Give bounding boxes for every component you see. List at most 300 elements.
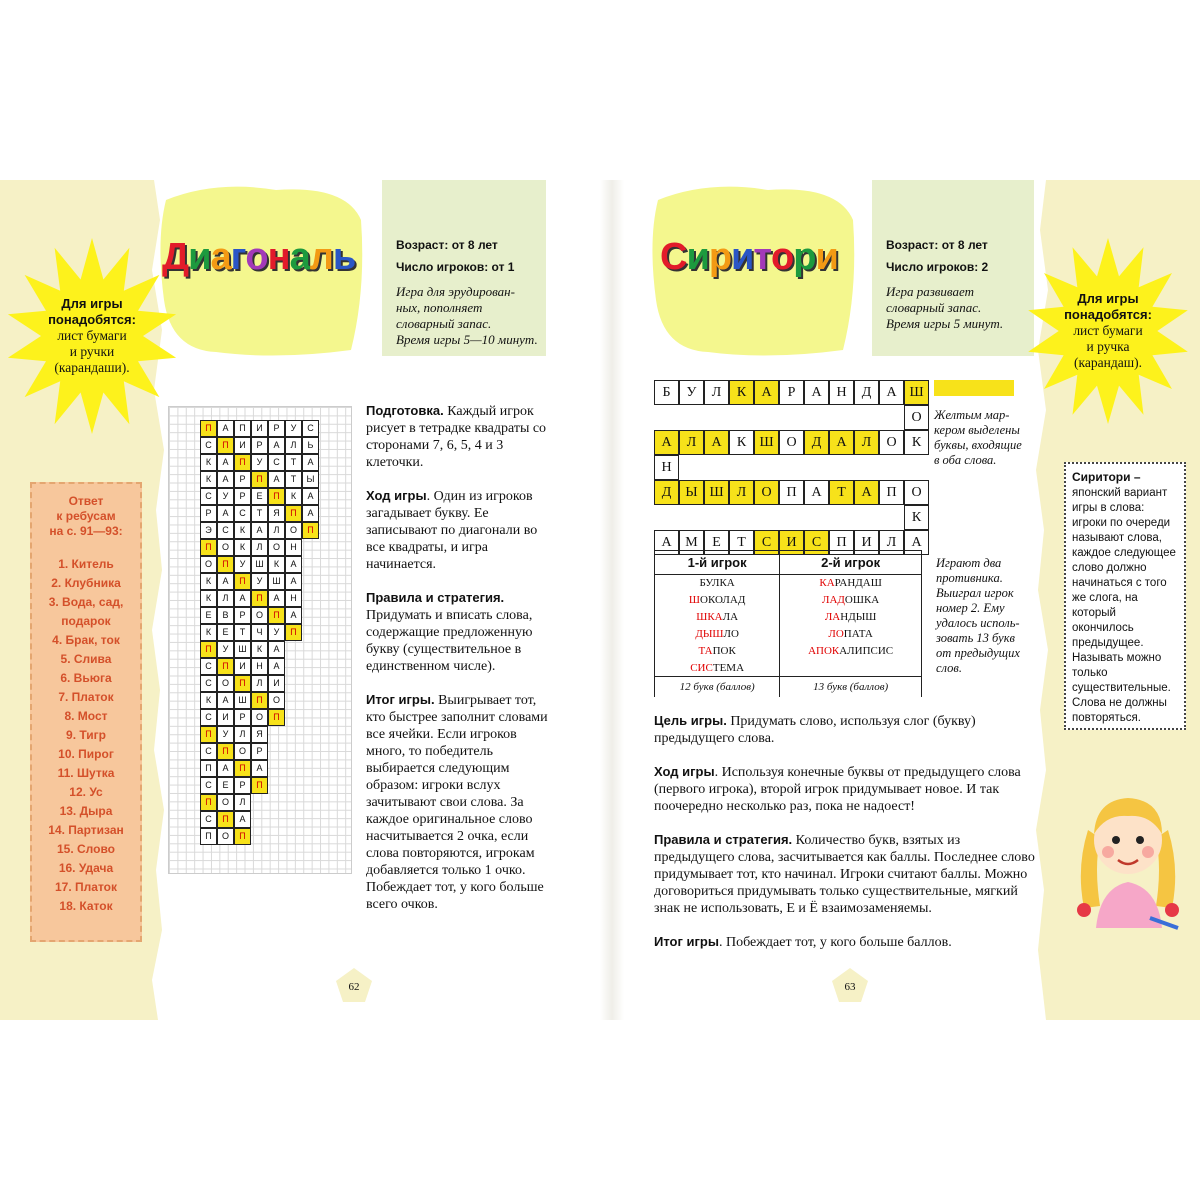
grid-cell: А (251, 522, 268, 539)
crossword-cell: А (879, 380, 904, 405)
grid-cell: К (200, 471, 217, 488)
grid-cell: К (251, 641, 268, 658)
page-number-left: 62 (334, 966, 374, 1004)
grid-cell: П (200, 420, 217, 437)
rules-heading: Подготовка. (366, 403, 444, 418)
crossword-cell: Б (654, 380, 679, 405)
grid-cell: А (217, 760, 234, 777)
grid-cell: Р (251, 743, 268, 760)
grid-cell: П (200, 794, 217, 811)
needs-text (1022, 236, 1194, 426)
crossword-cell: П (829, 530, 854, 555)
grid-cell: П (234, 760, 251, 777)
grid-cell: У (217, 641, 234, 658)
title-letter: о (245, 236, 268, 278)
game-description (396, 284, 556, 348)
grid-cell: У (285, 420, 302, 437)
rules-heading: Ход игры (654, 764, 715, 779)
age-label: Возраст: от 8 лет (396, 238, 498, 252)
crossword-cell: Л (704, 380, 729, 405)
grid-cell: К (200, 590, 217, 607)
table-cell (780, 643, 922, 660)
grid-cell: П (268, 607, 285, 624)
table-cell-rest: ТЕМА (712, 661, 745, 674)
girl-illustration (1066, 778, 1190, 938)
grid-cell: П (217, 437, 234, 454)
grid-cell: П (302, 522, 319, 539)
sidebar-heading: Сиритори – (1072, 470, 1141, 484)
grid-cell: О (217, 539, 234, 556)
rules-heading: Итог игры (654, 934, 719, 949)
grid-cell: С (200, 777, 217, 794)
rules-paragraph (366, 487, 548, 573)
needs-heading: понадобятся: (1064, 307, 1152, 322)
note-line: Играют два (936, 556, 1002, 570)
note-line: от предыдущих (936, 646, 1020, 660)
grid-cell: И (268, 675, 285, 692)
crossword-cell: А (854, 480, 879, 505)
title-letter: С (660, 236, 687, 278)
grid-cell: А (302, 488, 319, 505)
grid-cell: Р (234, 607, 251, 624)
table-cell-rest: ЛО (723, 628, 739, 640)
crossword-cell: Л (879, 530, 904, 555)
grid-cell: Т (251, 505, 268, 522)
answer-item: 5. Слива (60, 652, 112, 666)
grid-cell: С (200, 811, 217, 828)
crossword-cell: Е (704, 530, 729, 555)
rules-text: Придумать слово, используя слог (букву) предыдущего слова. (654, 714, 976, 746)
crossword-cell: Ш (704, 480, 729, 505)
grid-cell: Р (268, 420, 285, 437)
grid-cell: Ш (251, 556, 268, 573)
crossword-cell: А (754, 380, 779, 405)
players-table (654, 550, 922, 697)
grid-cell: А (285, 573, 302, 590)
rules-text: . Побеждает тот, у кого больше баллов. (718, 935, 952, 950)
crossword-cell: А (654, 530, 679, 555)
grid-cell: П (217, 556, 234, 573)
grid-cell: А (268, 641, 285, 658)
rules-text: . Используя конечные буквы от предыдущего слова (первого игрока), второй игрок придумывает новое. И так поочередно несколько раз, пока не надоест! (654, 765, 1021, 814)
grid-cell: П (200, 726, 217, 743)
answer-item: 6. Вьюга (60, 671, 112, 685)
grid-cell: П (200, 828, 217, 845)
table-cell-highlight: СИС (690, 661, 713, 674)
table-cell (780, 575, 922, 592)
grid-cell: Ш (234, 692, 251, 709)
table-row (655, 575, 922, 592)
grid-cell: Л (251, 539, 268, 556)
crossword-cell: А (829, 430, 854, 455)
grid-cell: П (234, 675, 251, 692)
title-letter: т (753, 236, 772, 278)
gutter (600, 180, 624, 1020)
needs-line: лист бумаги (57, 328, 127, 343)
crossword-cell: Ы (679, 480, 704, 505)
needs-line: (карандаши). (54, 360, 130, 375)
description-line: Игра развивает (886, 284, 974, 299)
table-cell (655, 626, 780, 643)
grid-cell: Р (234, 471, 251, 488)
grid-cell: О (251, 607, 268, 624)
needs-text (6, 236, 178, 436)
grid-cell: Р (234, 488, 251, 505)
answers-heading-line: Ответ (68, 494, 104, 508)
table-cell-highlight: ТА (698, 645, 713, 657)
grid-cell: Н (285, 590, 302, 607)
grid-cell: А (285, 607, 302, 624)
grid-cell: Р (234, 709, 251, 726)
table-cell (655, 660, 780, 677)
grid-cell: С (200, 743, 217, 760)
title-letter: а (210, 236, 231, 278)
table-cell-highlight: ЛО (828, 628, 844, 640)
grid-cell: П (251, 590, 268, 607)
grid-cell: С (200, 488, 217, 505)
grid-cell: Л (234, 726, 251, 743)
description-line: словарный запас. (396, 316, 492, 331)
grid-cell: Р (200, 505, 217, 522)
players-label: Число игроков: 2 (886, 260, 989, 274)
needs-line: и ручка (1086, 339, 1130, 354)
note-line: зовать 13 букв (936, 631, 1015, 645)
note-line: слов. (936, 661, 962, 675)
crossword-cell: К (729, 430, 754, 455)
answer-item: 1. Китель (58, 557, 114, 571)
grid-cell: А (285, 556, 302, 573)
grid-cell: В (217, 607, 234, 624)
note-line: буквы, входящие (934, 438, 1022, 452)
crossword-cell: Д (804, 430, 829, 455)
table-header-row (655, 551, 922, 575)
table-cell (780, 592, 922, 609)
note-line: в оба слова. (934, 453, 997, 467)
grid-cell: С (200, 675, 217, 692)
note-line: удалось исполь- (936, 616, 1020, 630)
crossword-cell: Л (729, 480, 754, 505)
title-letter: р (708, 236, 732, 278)
grid-cell: Т (285, 454, 302, 471)
grid-cell: К (200, 692, 217, 709)
grid-cell: Ы (302, 471, 319, 488)
rules-heading: Цель игры. (654, 713, 727, 728)
table-cell (780, 660, 922, 677)
crossword-cell: О (754, 480, 779, 505)
table-cell-highlight: КА (819, 577, 835, 590)
answer-item: 2. Клубника (51, 576, 121, 590)
grid-cell: А (268, 471, 285, 488)
table-cell-rest: ОКОЛАД (700, 594, 746, 606)
title-letter: а (289, 236, 310, 278)
table-header: 2-й игрок (780, 551, 922, 575)
title-letter: и (815, 236, 838, 278)
grid-cell: А (302, 505, 319, 522)
grid-cell: Я (251, 726, 268, 743)
table-total: 13 букв (баллов) (780, 677, 922, 697)
crossword-cell: П (779, 480, 804, 505)
table-row (655, 643, 922, 660)
table-cell-rest: НДЫШ (840, 611, 877, 623)
grid-cell: П (217, 743, 234, 760)
answer-item: 17. Платок (55, 880, 117, 894)
crossword-cell: И (854, 530, 879, 555)
table-cell-highlight: ДЫШ (695, 628, 724, 640)
grid-cell: У (234, 556, 251, 573)
answer-item: 9. Тигр (66, 728, 106, 742)
grid-cell: Т (234, 624, 251, 641)
description-line: Время игры 5 минут. (886, 316, 1004, 331)
grid-cell: Е (251, 488, 268, 505)
answer-item: 10. Пирог (58, 747, 114, 761)
grid-cell: У (251, 454, 268, 471)
crossword-cell: П (879, 480, 904, 505)
title-letter: и (731, 236, 754, 278)
crossword-cell: О (904, 405, 929, 430)
crossword-cell: К (904, 430, 929, 455)
grid-cell: Я (268, 505, 285, 522)
needs-heading: Для игры (61, 296, 123, 311)
grid-cell: К (200, 624, 217, 641)
answer-item: подарок (61, 614, 111, 628)
rules-paragraph (366, 589, 548, 675)
table-cell (780, 609, 922, 626)
description-line: словарный запас. (886, 300, 982, 315)
grid-cell: Ч (251, 624, 268, 641)
grid-cell: П (268, 709, 285, 726)
note-line: номер 2. Ему (936, 601, 1005, 615)
crossword-cell: Р (779, 380, 804, 405)
age-label: Возраст: от 8 лет (886, 238, 988, 252)
grid-cell: О (217, 828, 234, 845)
table-row (655, 626, 922, 643)
grid-cell: С (217, 522, 234, 539)
table-cell-highlight: ЛАД (821, 594, 845, 606)
grid-cell: С (302, 420, 319, 437)
grid-cell: О (217, 675, 234, 692)
crossword-cell: Т (729, 530, 754, 555)
table-row (655, 609, 922, 626)
page-title-left (162, 236, 355, 279)
grid-cell: Е (200, 607, 217, 624)
answer-item: 11. Шутка (57, 766, 115, 780)
rules-paragraph (366, 691, 548, 913)
grid-cell: К (200, 454, 217, 471)
answer-item: 16. Удача (58, 861, 114, 875)
table-cell (780, 626, 922, 643)
rules-paragraph (654, 763, 1038, 815)
description-line: Игра для эрудирован- (396, 284, 515, 299)
grid-cell: Е (217, 777, 234, 794)
grid-cell: А (234, 590, 251, 607)
rules-heading: Итог игры. (366, 692, 435, 707)
grid-cell: П (234, 573, 251, 590)
needs-line: лист бумаги (1073, 323, 1143, 338)
needs-starburst-right (1022, 236, 1194, 426)
title-letter: ь (332, 236, 356, 278)
title-letter: р (793, 236, 816, 278)
rules-heading: Правила и стратегия. (366, 590, 505, 605)
grid-cell: О (251, 709, 268, 726)
game-info-left (396, 234, 556, 348)
grid-cell: П (217, 811, 234, 828)
grid-cell: С (268, 454, 285, 471)
answer-item: 15. Слово (56, 842, 116, 856)
crossword-cell: А (654, 430, 679, 455)
page-number-right: 63 (830, 966, 870, 1004)
crossword-cell: Л (854, 430, 879, 455)
sidebar-text: японский вариант игры в слова: игроки по очереди называют слова, каждое следующее слово должно начинаться с того же слога, на который окончилось предыдущее. Называть можно только существительные. Слова не должны повторяться. (1072, 487, 1176, 724)
grid-cell: Э (200, 522, 217, 539)
grid-cell: Л (217, 590, 234, 607)
crossword-cell: Н (654, 455, 679, 480)
crossword-cell: А (804, 380, 829, 405)
table-cell (655, 575, 780, 592)
grid-cell: П (200, 539, 217, 556)
grid-cell: П (268, 488, 285, 505)
note-line: Выиграл игрок (936, 586, 1014, 600)
answer-item: 14. Партизан (48, 823, 124, 837)
marker-note (934, 408, 1044, 468)
crossword-cell: М (679, 530, 704, 555)
answers-box (30, 482, 142, 942)
crossword-cell: У (679, 380, 704, 405)
rules-text-right (654, 712, 1038, 967)
grid-cell: И (234, 437, 251, 454)
grid-cell: У (217, 726, 234, 743)
title-letter: л (309, 236, 333, 278)
crossword-cell: С (754, 530, 779, 555)
grid-cell: Р (234, 777, 251, 794)
crossword-cell: Д (654, 480, 679, 505)
game-info-right (886, 234, 1036, 332)
answer-item: 8. Мост (64, 709, 108, 723)
table-cell-rest: ПОК (712, 645, 736, 657)
grid-cell: П (285, 505, 302, 522)
table-row (655, 592, 922, 609)
grid-cell: У (217, 488, 234, 505)
title-letter: и (188, 236, 211, 278)
title-letter: о (771, 236, 794, 278)
crossword-cell: С (804, 530, 829, 555)
grid-cell: А (268, 658, 285, 675)
table-cell-highlight: Ш (688, 594, 701, 606)
grid-cell: С (200, 437, 217, 454)
rules-text: Придумать и вписать слова, содержащие предложенную букву (существительное в единственном числе). (366, 608, 533, 674)
grid-cell: П (217, 658, 234, 675)
answer-item: 4. Брак, ток (52, 633, 120, 647)
rules-text: Количество букв, взятых из предыдущего слова, засчитывается как баллы. Последнее слово придумывает тот, кто начинал. Игроки считают баллы. Можно договориться придумывать только существительные, мягкий знак не использовать, Е и Ё взаимозаменяемы. (654, 833, 1035, 916)
rules-text-left (366, 402, 548, 929)
grid-cell: С (200, 709, 217, 726)
crossword-cell: К (729, 380, 754, 405)
grid-cell: П (234, 420, 251, 437)
grid-cell: А (217, 471, 234, 488)
answer-item: 7. Платок (58, 690, 114, 704)
grid-cell: Л (268, 522, 285, 539)
note-line: противника. (936, 571, 1003, 585)
grid-cell: Е (217, 624, 234, 641)
description-line: ных, пополняет (396, 300, 483, 315)
grid-cell: К (268, 556, 285, 573)
table-header: 1-й игрок (655, 551, 780, 575)
note-line: Желтым мар- (934, 408, 1010, 422)
grid-cell: С (234, 505, 251, 522)
rules-text: Выигрывает тот, кто быстрее заполнит словами все ячейки. Если игроков много, то победитель выбирается следующим образом: игроки вслух зачитывают свои слова. За каждое оригинальное слово насчитывается 2 очка, если слова повторяются, игрокам добавляется только 1 очко. Побеждает тот, у кого больше всего очков. (366, 693, 548, 912)
table-total: 12 букв (баллов) (655, 677, 780, 697)
grid-cell: О (268, 539, 285, 556)
crossword-cell: А (804, 480, 829, 505)
grid-cell: Л (251, 675, 268, 692)
answer-item: 12. Ус (69, 785, 103, 799)
note-line: кером выделены (934, 423, 1020, 437)
table-total-row (655, 677, 922, 697)
rules-paragraph (654, 933, 1038, 951)
grid-cell: Р (251, 437, 268, 454)
rules-paragraph (654, 831, 1038, 917)
needs-heading: Для игры (1077, 291, 1139, 306)
grid-cell: А (268, 590, 285, 607)
table-cell-highlight: АПОК (808, 645, 840, 657)
grid-cell: К (234, 522, 251, 539)
table-cell-rest: ПАТА (843, 628, 873, 640)
answer-item: 13. Дыра (59, 804, 113, 818)
grid-cell: Т (285, 471, 302, 488)
grid-cell: Ш (234, 641, 251, 658)
grid-cell: К (200, 573, 217, 590)
grid-cell: А (217, 692, 234, 709)
grid-cell: У (268, 624, 285, 641)
crossword-cell: Ш (904, 380, 929, 405)
answer-item: 18. Каток (59, 899, 113, 913)
grid-cell: А (268, 437, 285, 454)
needs-line: и ручки (69, 344, 115, 359)
table-cell-rest: РАНДАШ (834, 577, 882, 590)
grid-cell: Н (251, 658, 268, 675)
grid-cell: И (234, 658, 251, 675)
table-row (655, 660, 922, 677)
needs-starburst-left (6, 236, 178, 436)
rules-heading: Правила и стратегия. (654, 832, 793, 847)
table-cell-rest: АЛИПСИС (839, 645, 894, 657)
description-line: Время игры 5—10 минут. (396, 332, 538, 347)
grid-cell: Ш (268, 573, 285, 590)
grid-cell: А (251, 760, 268, 777)
crossword-cell: К (904, 505, 929, 530)
yellow-marker-sample (934, 380, 1014, 396)
answer-item: 3. Вода, сад, (48, 595, 124, 609)
grid-cell: А (302, 454, 319, 471)
grid-cell: П (234, 454, 251, 471)
grid-cell: А (217, 573, 234, 590)
page-title-right (660, 236, 838, 279)
crossword-cell: О (779, 430, 804, 455)
grid-cell: П (285, 624, 302, 641)
rules-text: Каждый игрок рисует в тетрадке квадраты со сторонами 7, 6, 5, 4 и 3 клеточки. (366, 404, 547, 470)
title-letter: г (230, 236, 246, 278)
crossword-cell: Т (829, 480, 854, 505)
table-cell-rest: ОШКА (844, 594, 880, 606)
table-cell (655, 592, 780, 609)
crossword-cell: О (904, 480, 929, 505)
crossword-cell: А (904, 530, 929, 555)
grid-cell: С (200, 658, 217, 675)
grid-cell: О (217, 794, 234, 811)
rules-paragraph (654, 712, 1038, 747)
grid-cell: П (200, 641, 217, 658)
grid-cell: П (251, 471, 268, 488)
grid-cell: О (285, 522, 302, 539)
